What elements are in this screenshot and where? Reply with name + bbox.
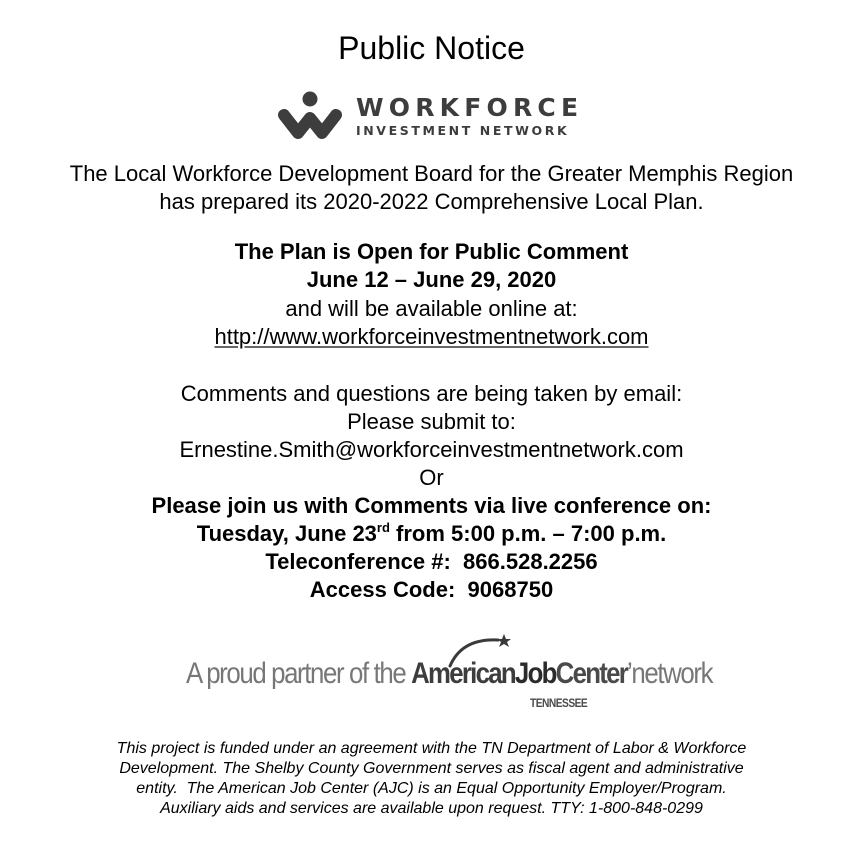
- access-code-line: [0, 575, 863, 604]
- email-intro: Comments and questions are being taken by email:: [180, 381, 683, 406]
- logo-wordmark: [356, 94, 583, 139]
- conference-date-ordinal: rd: [376, 520, 390, 535]
- partner-tagline: [186, 654, 712, 694]
- plan-url-link[interactable]: http://www.workforceinvestmentnetwork.com: [214, 324, 649, 349]
- or-separator: Or: [419, 465, 444, 490]
- email-address[interactable]: Ernestine.Smith@workforceinvestmentnetwork.com: [179, 437, 684, 462]
- access-code-label: Access Code:: [309, 577, 456, 602]
- partner-state: TENNESSEE: [530, 696, 588, 710]
- logo-word-investment-network: INVESTMENT NETWORK: [356, 123, 570, 138]
- footer-line-4: Auxiliary aids and services are available upon request. TTY: 1-800-848-0299: [160, 800, 703, 817]
- plan-url-line: [0, 322, 863, 351]
- plan-availability: and will be available online at:: [285, 296, 578, 321]
- intro-line-1: The Local Workforce Development Board for the Greater Memphis Region: [69, 161, 794, 186]
- partner-center: Center: [555, 657, 628, 690]
- plan-dates: June 12 – June 29, 2020: [306, 267, 557, 292]
- teleconference-number: 866.528.2256: [463, 549, 598, 574]
- american-job-center-partner-logo: [186, 632, 713, 722]
- workforce-investment-network-logo: [278, 90, 584, 142]
- teleconference-line: [0, 547, 863, 576]
- conference-date: Tuesday, June 23: [196, 521, 377, 546]
- conference-time: from 5:00 p.m. – 7:00 p.m.: [389, 521, 667, 546]
- plan-heading: The Plan is Open for Public Comment: [234, 239, 629, 264]
- conference-date-time: [0, 519, 863, 548]
- access-code-value: 9068750: [467, 577, 554, 602]
- footer-line-1: This project is funded under an agreement with the TN Department of Labor & Workforce: [116, 740, 747, 757]
- email-submit-label: Please submit to:: [347, 409, 516, 434]
- partner-lead-text: A proud partner of the: [186, 657, 412, 690]
- footer-line-3: entity. The American Job Center (AJC) is an Equal Opportunity Employer/Program.: [136, 780, 727, 797]
- partner-american: American: [411, 657, 515, 690]
- logo-word-workforce: WORKFORCE: [356, 93, 584, 122]
- partner-job: Job: [514, 657, 556, 690]
- teleconference-label: Teleconference #:: [265, 549, 451, 574]
- workforce-w-person-icon: [278, 90, 342, 142]
- page-title: Public Notice: [338, 30, 525, 66]
- footer-line-2: Development. The Shelby County Government serves as fiscal agent and administrative: [119, 760, 744, 777]
- intro-line-2: has prepared its 2020-2022 Comprehensive Local Plan.: [159, 189, 704, 214]
- conference-invite: Please join us with Comments via live conference on:: [151, 493, 712, 518]
- partner-network: ’network: [627, 657, 713, 690]
